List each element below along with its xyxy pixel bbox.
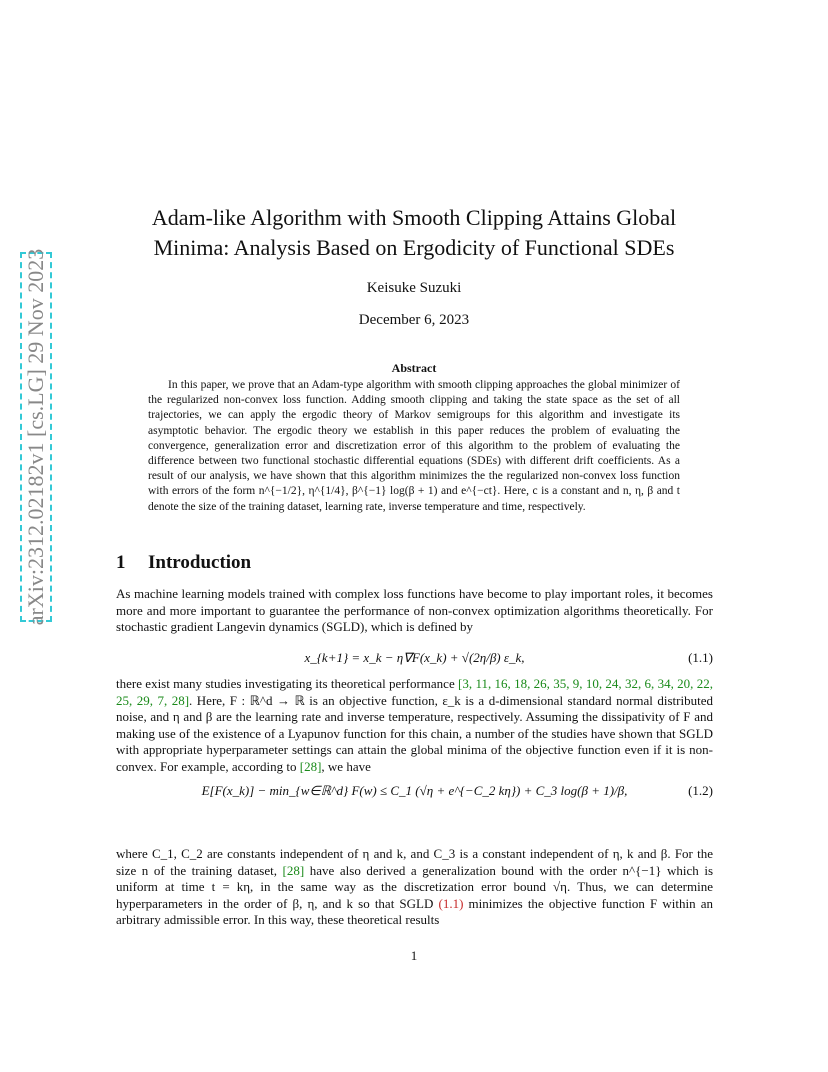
- paragraph-3-part-b: have also derived a generalization bound with the order n^{−1} which is uniform at time t = kη, in the same way as the discretization error bound √η. Thus, we can determine hyperparameters in the order of β, η, and k so that SGLD: [116, 862, 714, 911]
- section-heading: [116, 552, 251, 574]
- arxiv-stamp: [20, 248, 52, 626]
- citation-list[interactable]: [3, 11, 16, 18, 26, 35, 9, 10, 24, 32, 6, 34, 20, 22, 25, 29, 7, 28]: [116, 676, 713, 708]
- paragraph-2-part-b: . Here, F : ℝ^d → ℝ is an objective function, ε_k is a d-dimensional standard normal distributed noise, and η and β are the learning rate and inverse temperature, respectively. Assuming the dissipativity of F and making use of the existence of a Lyapunov function for this chain, a number of the studies have shown that SGLD with appropriate hyperparameter settings can attain the global minima of the objective function even if it is non-convex. For example, according to: [116, 692, 713, 774]
- section-number: 1: [116, 552, 126, 573]
- section-title: Introduction: [148, 552, 252, 573]
- citation-28-b[interactable]: [28]: [282, 862, 305, 878]
- equation-1-1-body: x_{k+1} = x_k − η∇F(x_k) + √(2η/β) ε_k,: [304, 650, 525, 665]
- paragraph-2-part-a: there exist many studies investigating its theoretical performance: [116, 676, 455, 691]
- equation-1-2: [116, 773, 713, 813]
- citation-28[interactable]: [28]: [299, 758, 322, 774]
- equation-1-1: [116, 650, 713, 668]
- paragraph-1: As machine learning models trained with complex loss functions have become to play important roles, it becomes more and more important to guarantee the performance of non-convex optimization algorithms theoretically. For stochastic gradient Langevin dynamics (SGLD), which is defined by: [116, 586, 713, 634]
- arxiv-stamp-text: arXiv:2312.02182v1 [cs.LG] 29 Nov 2023: [23, 248, 48, 626]
- equation-1-1-tag: (1.1): [688, 650, 713, 665]
- title-line-1: Adam-like Algorithm with Smooth Clipping Attains Global: [151, 205, 677, 230]
- abstract-text: In this paper, we prove that an Adam-type algorithm with smooth clipping approaches the global minimizer of the regularized non-convex loss function. Adding smooth clipping and taking the state space as the set of all trajectories, we can apply the ergodic theory of Markov semigroups for this algorithm and investigate its asymptotic behavior. The ergodic theory we establish in this paper reduces the problem of evaluating the convergence, generalization error and discretization error of this algorithm to the problem of evaluating the difference between two functional stochastic differential equations (SDEs) with different drift coefficients. As a result of our analysis, we have shown that this algorithm minimizes the the regularized non-convex loss function with errors of the form n^{−1/2}, η^{1/4}, β^{−1} log(β + 1) and e^{−ct}. Here, c is a constant and n, η, β and t denote the size of the training dataset, learning rate, inverse temperature and time, respectively.: [148, 379, 680, 513]
- paragraph-3-part-a: where C_1, C_2 are constants independent of η and k, and C_3 is a constant independent of η, k and β. For the size n of the training dataset,: [116, 846, 713, 878]
- abstract-heading: Abstract: [391, 361, 437, 375]
- date: December 6, 2023: [358, 312, 470, 328]
- paragraph-2-part-c: , we have: [321, 758, 371, 774]
- paper-title: [0, 203, 828, 263]
- page-number: 1: [410, 948, 418, 963]
- title-line-2: Minima: Analysis Based on Ergodicity of Functional SDEs: [153, 235, 675, 260]
- paragraph-3-part-c: minimizes the objective function F within an arbitrary admissible error. In this way, these theoretical results: [116, 895, 713, 927]
- equation-1-2-body: E[F(x_k)] − min_{w∈ℝ^d} F(w) ≤ C_1 (√η + e^{−C_2 kη}) + C_3 log(β + 1)/β,: [201, 783, 628, 798]
- equation-ref-1-1[interactable]: (1.1): [438, 895, 464, 911]
- equation-1-2-tag: (1.2): [688, 783, 713, 798]
- paragraph-2: [116, 676, 713, 775]
- author: Keisuke Suzuki: [366, 280, 462, 296]
- paragraph-3: [116, 846, 713, 929]
